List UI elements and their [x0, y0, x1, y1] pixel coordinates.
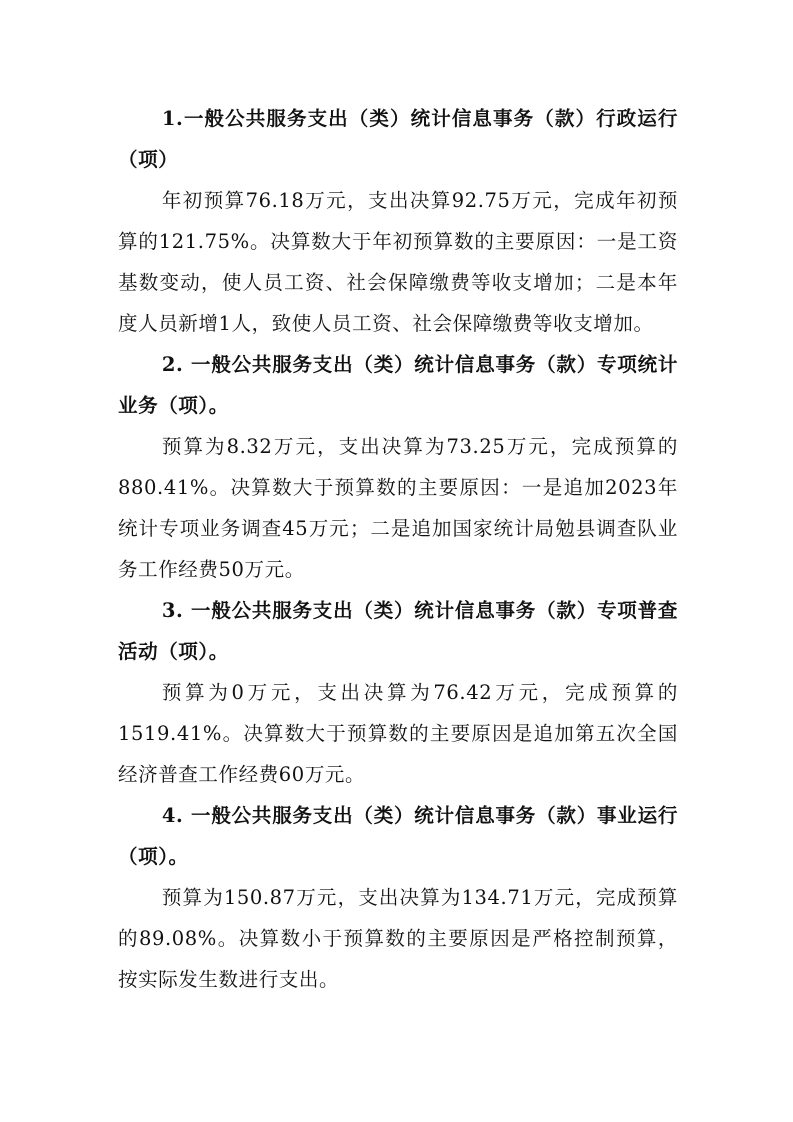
section-3-heading: 3. 一般公共服务支出（类）统计信息事务（款）专项普查活动（项）。 — [118, 599, 678, 663]
section-4-heading: 4. 一般公共服务支出（类）统计信息事务（款）事业运行（项）。 — [118, 804, 678, 868]
section-1-paragraph: 年初预算76.18万元，支出决算92.75万元，完成年初预算的121.75%。决算数大于年初预算数的主要原因：一是工资基数变动，使人员工资、社会保障缴费等收支增加；二是本年度人员新增1人，致使人员工资、社会保障缴费等收支增加。 — [118, 189, 678, 335]
section-4-paragraph: 预算为150.87万元，支出决算为134.71万元，完成预算的89.08%。决算数小于预算数的主要原因是严格控制预算，按实际发生数进行支出。 — [118, 886, 678, 991]
document-body — [118, 98, 678, 1000]
section-2-paragraph: 预算为8.32万元，支出决算为73.25万元，完成预算的880.41%。决算数大于预算数的主要原因：一是追加2023年统计专项业务调查45万元；二是追加国家统计局勉县调查队业务工作经费50万元。 — [118, 435, 678, 581]
section-1-heading: 1.一般公共服务支出（类）统计信息事务（款）行政运行（项） — [118, 107, 678, 171]
section-3-paragraph: 预算为0万元，支出决算为76.42万元，完成预算的1519.41%。决算数大于预算数的主要原因是追加第五次全国经济普查工作经费60万元。 — [118, 681, 678, 786]
section-2-heading: 2. 一般公共服务支出（类）统计信息事务（款）专项统计业务（项）。 — [118, 353, 678, 417]
